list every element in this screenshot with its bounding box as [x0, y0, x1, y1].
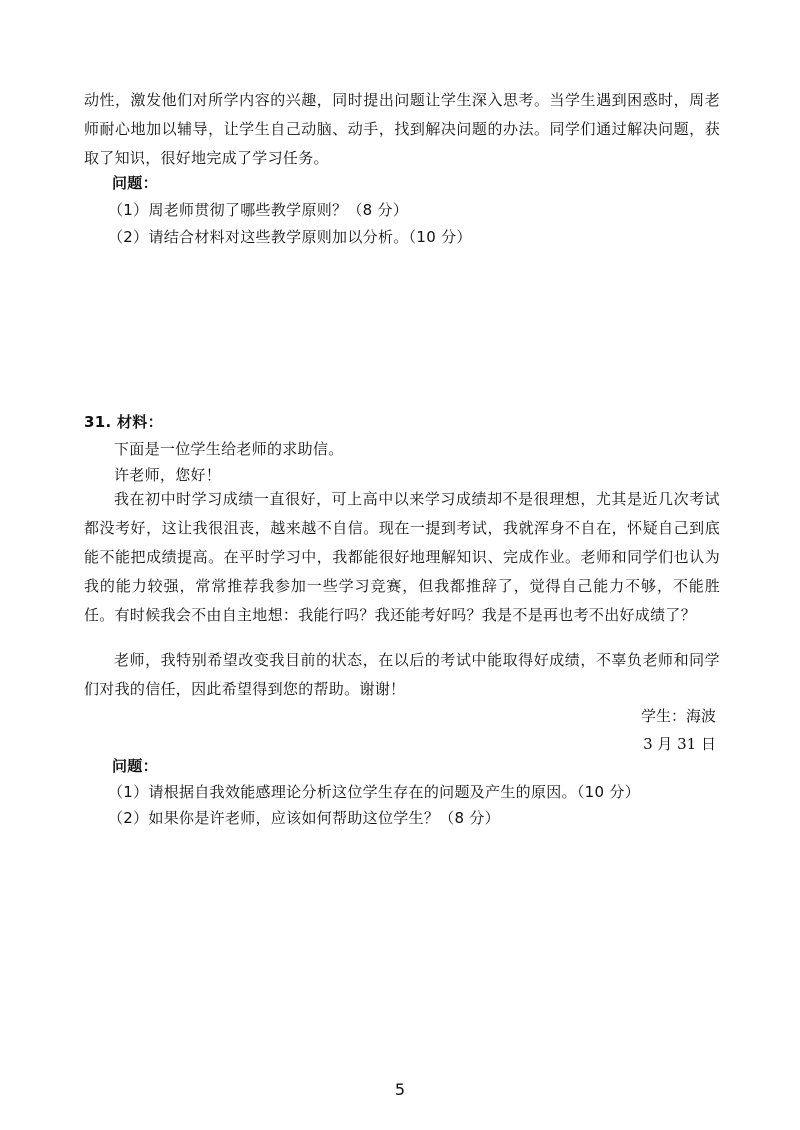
- section31-questions-label: 问题：: [112, 757, 158, 775]
- section31-intro: 下面是一位学生给老师的求助信。: [114, 440, 344, 458]
- page-number: 5: [394, 1080, 406, 1099]
- letter-paragraph-1: 我在初中时学习成绩一直很好，可上高中以来学习成绩却不是很理想，尤其是近几次考试都没考好，这让我很沮丧，越来越不自信。现在一提到考试，我就浑身不自在，怀疑自己到底能不能把成绩提高。在平时学习中，我都能很好地理解知识、完成作业。老师和同学们也认为我的能力较强，常常推荐我参加一些学习竞赛，但我都推辞了，觉得自己能力不够，不能胜任。有时候我会不由自主地想：我能行吗？我还能考好吗？我是不是再也考不出好成绩了？: [84, 490, 720, 624]
- section31-question-1: （1）请根据自我效能感理论分析这位学生存在的问题及产生的原因。（10 分）: [108, 783, 641, 801]
- section31-heading: 31. 材料：: [84, 413, 163, 431]
- section30-question-1: （1）周老师贯彻了哪些教学原则？（8 分）: [108, 201, 409, 219]
- letter-date: 3 月 31 日: [643, 735, 716, 753]
- letter-paragraph-2: 老师，我特别希望改变我目前的状态，在以后的考试中能取得好成绩，不辜负老师和同学们对我的信任，因此希望得到您的帮助。谢谢！: [84, 651, 720, 698]
- letter-greeting: 许老师，您好！: [114, 466, 222, 484]
- section31-question-2: （2）如果你是许老师，应该如何帮助这位学生？（8 分）: [108, 809, 500, 827]
- section30-questions-label: 问题：: [112, 174, 158, 192]
- section30-question-2: （2）请结合材料对这些教学原则加以分析。（10 分）: [108, 228, 472, 246]
- section30-material-text: 动性，激发他们对所学内容的兴趣，同时提出问题让学生深入思考。当学生遇到困惑时，周老师耐心地加以辅导，让学生自己动脑、动手，找到解决问题的办法。同学们通过解决问题，获取了知识，很好地完成了学习任务。: [84, 91, 720, 167]
- letter-signature: 学生：海波: [640, 707, 716, 725]
